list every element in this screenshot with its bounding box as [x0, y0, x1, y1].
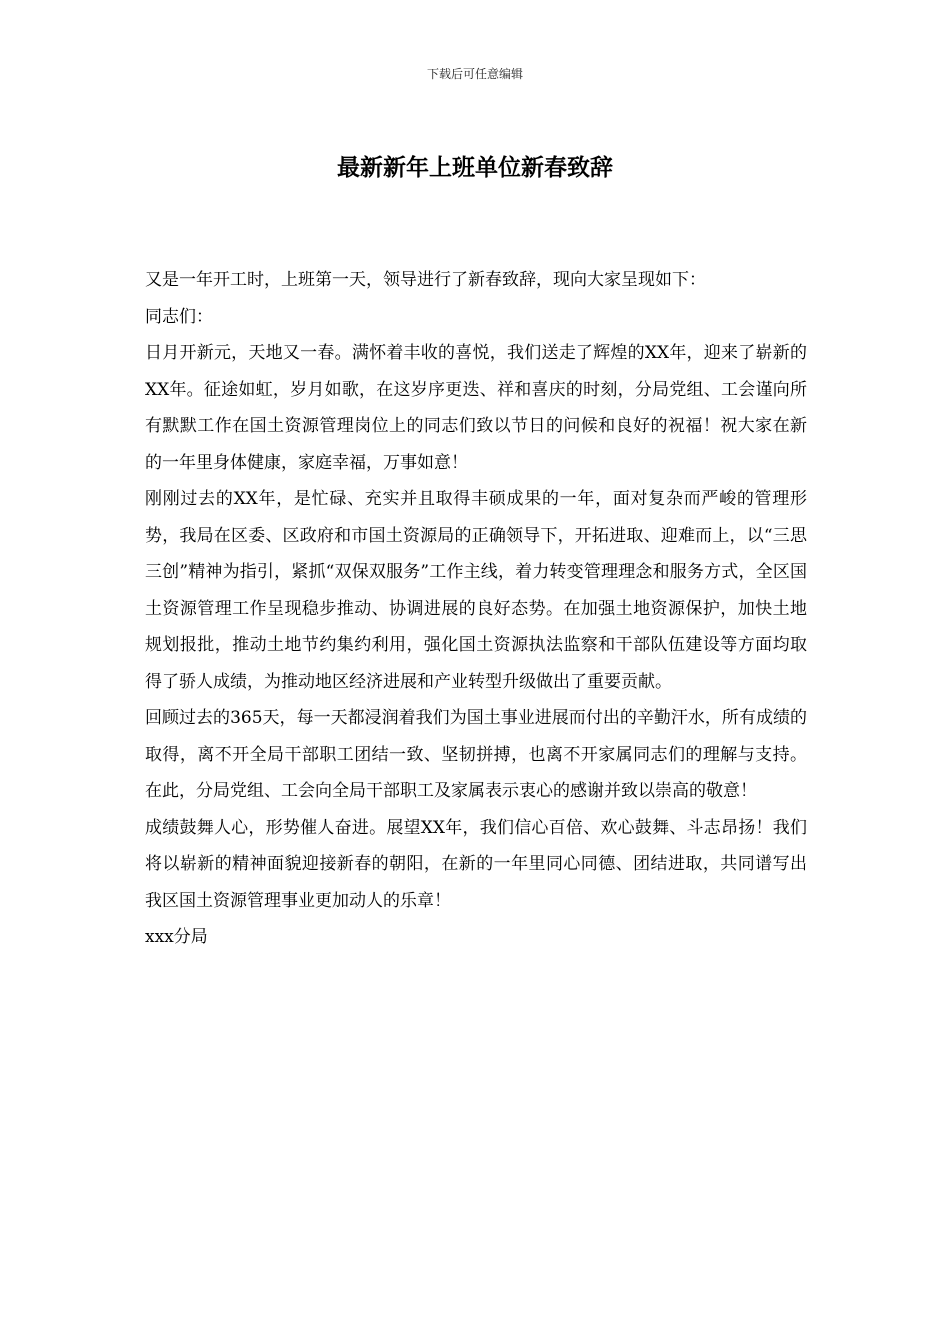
document-body	[145, 262, 807, 956]
body-paragraph: 日月开新元，天地又一春。满怀着丰收的喜悦，我们送走了辉煌的XX年，迎来了崭新的XX年。征途如虹，岁月如歌，在这岁序更迭、祥和喜庆的时刻，分局党组、工会谨向所有默默工作在国土资源管理岗位上的同志们致以节日的问候和良好的祝福！祝大家在新的一年里身体健康，家庭幸福，万事如意！	[145, 343, 807, 473]
signature: xxx分局	[145, 927, 208, 947]
body-paragraph: 成绩鼓舞人心，形势催人奋进。展望XX年，我们信心百倍、欢心鼓舞、斗志昂扬！我们将以崭新的精神面貌迎接新春的朝阳，在新的一年里同心同德、团结进取，共同谱写出我区国土资源管理事业更加动人的乐章！	[145, 817, 807, 911]
intro-paragraph: 又是一年开工时，上班第一天，领导进行了新春致辞，现向大家呈现如下：	[145, 270, 706, 290]
header-note: 下载后可任意编辑	[426, 67, 523, 81]
body-paragraph: 回顾过去的365天，每一天都浸润着我们为国土事业进展而付出的辛勤汗水，所有成绩的取得，离不开全局干部职工团结一致、坚韧拼搏，也离不开家属同志们的理解与支持。在此，分局党组、工会向全局干部职工及家属表示衷心的感谢并致以崇高的敬意！	[145, 708, 807, 801]
document-title: 最新新年上班单位新春致辞	[337, 154, 613, 181]
salutation: 同志们：	[145, 306, 213, 327]
body-paragraph: 刚刚过去的XX年，是忙碌、充实并且取得丰硕成果的一年，面对复杂而严峻的管理形势，我局在区委、区政府和市国土资源局的正确领导下，开拓进取、迎难而上，以“三思三创”精神为指引，紧抓“双保双服务”工作主线，着力转变管理理念和服务方式，全区国土资源管理工作呈现稳步推动、协调进展的良好态势。在加强土地资源保护，加快土地规划报批，推动土地节约集约利用，强化国土资源执法监察和干部队伍建设等方面均取得了骄人成绩，为推动地区经济进展和产业转型升级做出了重要贡献。	[145, 489, 807, 692]
